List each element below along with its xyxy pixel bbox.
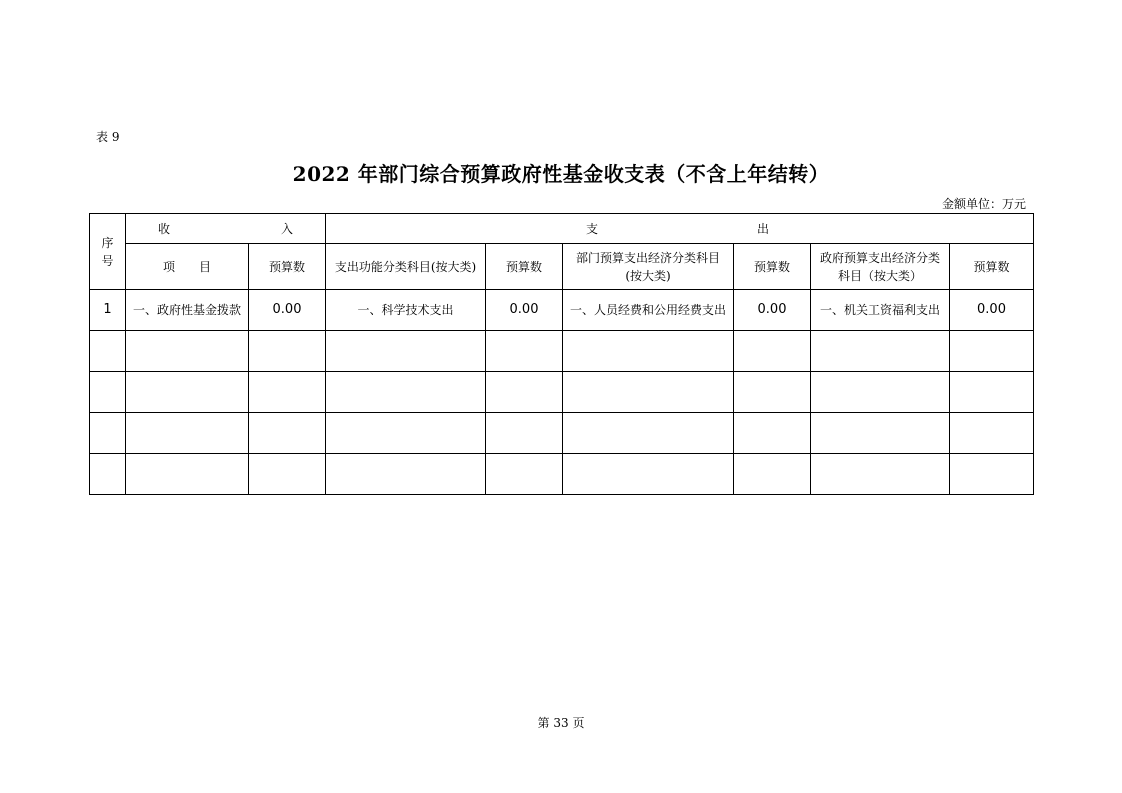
col-func-class: 支出功能分类科目(按大类)	[326, 244, 486, 290]
empty-cell	[563, 331, 734, 372]
table-number-label: 表 9	[96, 130, 120, 144]
income-group-left: 收	[158, 221, 171, 236]
header-row-groups	[90, 214, 1034, 244]
empty-cell	[126, 372, 249, 413]
empty-cell	[950, 372, 1034, 413]
empty-cell	[326, 331, 486, 372]
seq-header	[90, 214, 126, 290]
empty-cell	[811, 331, 950, 372]
seq-header-bottom: 号	[101, 253, 114, 268]
document-title: 2022 年部门综合预算政府性基金收支表（不含上年结转）	[292, 162, 830, 186]
row-dept-budget: 0.00	[734, 290, 811, 331]
empty-cell	[811, 413, 950, 454]
row-gov-budget: 0.00	[950, 290, 1034, 331]
empty-cell	[326, 454, 486, 495]
page-number: 第 33 页	[537, 716, 585, 730]
table-row	[90, 290, 1034, 331]
empty-cell	[734, 454, 811, 495]
col-income-item: 项 目	[126, 244, 249, 290]
empty-cell	[811, 454, 950, 495]
empty-cell	[486, 331, 563, 372]
expense-group-header	[326, 214, 1034, 244]
expense-group-right: 出	[757, 221, 770, 236]
table-row-empty	[90, 372, 1034, 413]
row-income-budget: 0.00	[249, 290, 326, 331]
fund-budget-table	[89, 213, 1034, 495]
col-gov-econ-line2: 科目（按大类）	[837, 268, 922, 283]
table-row-empty	[90, 413, 1034, 454]
empty-cell	[734, 331, 811, 372]
col-income-budget: 预算数	[249, 244, 326, 290]
empty-cell	[249, 372, 326, 413]
empty-cell	[950, 413, 1034, 454]
empty-cell	[90, 413, 126, 454]
col-gov-budget: 预算数	[950, 244, 1034, 290]
empty-cell	[126, 454, 249, 495]
empty-cell	[734, 372, 811, 413]
row-seq: 1	[90, 290, 126, 331]
col-dept-econ-line1: 部门预算支出经济分类科目	[575, 250, 720, 265]
empty-cell	[734, 413, 811, 454]
row-func-budget: 0.00	[486, 290, 563, 331]
empty-cell	[563, 372, 734, 413]
empty-cell	[90, 372, 126, 413]
col-gov-econ	[811, 244, 950, 290]
empty-cell	[950, 331, 1034, 372]
expense-group-left: 支	[586, 221, 599, 236]
row-gov-econ: 一、机关工资福利支出	[811, 290, 950, 331]
row-func-class: 一、科学技术支出	[326, 290, 486, 331]
income-group-header	[126, 214, 326, 244]
table-row-empty	[90, 454, 1034, 495]
empty-cell	[326, 372, 486, 413]
empty-cell	[126, 331, 249, 372]
empty-cell	[486, 413, 563, 454]
seq-header-top: 序	[101, 235, 114, 250]
col-gov-econ-line1: 政府预算支出经济分类	[819, 250, 940, 265]
row-income-item: 一、政府性基金拨款	[126, 290, 249, 331]
empty-cell	[249, 413, 326, 454]
empty-cell	[249, 454, 326, 495]
empty-cell	[486, 454, 563, 495]
row-dept-econ: 一、人员经费和公用经费支出	[563, 290, 734, 331]
empty-cell	[249, 331, 326, 372]
income-group-right: 入	[280, 221, 293, 236]
col-dept-econ	[563, 244, 734, 290]
table-row-empty	[90, 331, 1034, 372]
empty-cell	[126, 413, 249, 454]
empty-cell	[90, 454, 126, 495]
amount-unit-note: 金额单位：万元	[941, 197, 1026, 211]
empty-cell	[563, 454, 734, 495]
empty-cell	[90, 331, 126, 372]
empty-cell	[563, 413, 734, 454]
empty-cell	[950, 454, 1034, 495]
empty-cell	[486, 372, 563, 413]
col-func-budget: 预算数	[486, 244, 563, 290]
col-dept-econ-line2: (按大类)	[625, 268, 671, 283]
empty-cell	[326, 413, 486, 454]
header-row-columns	[90, 244, 1034, 290]
col-dept-budget: 预算数	[734, 244, 811, 290]
empty-cell	[811, 372, 950, 413]
